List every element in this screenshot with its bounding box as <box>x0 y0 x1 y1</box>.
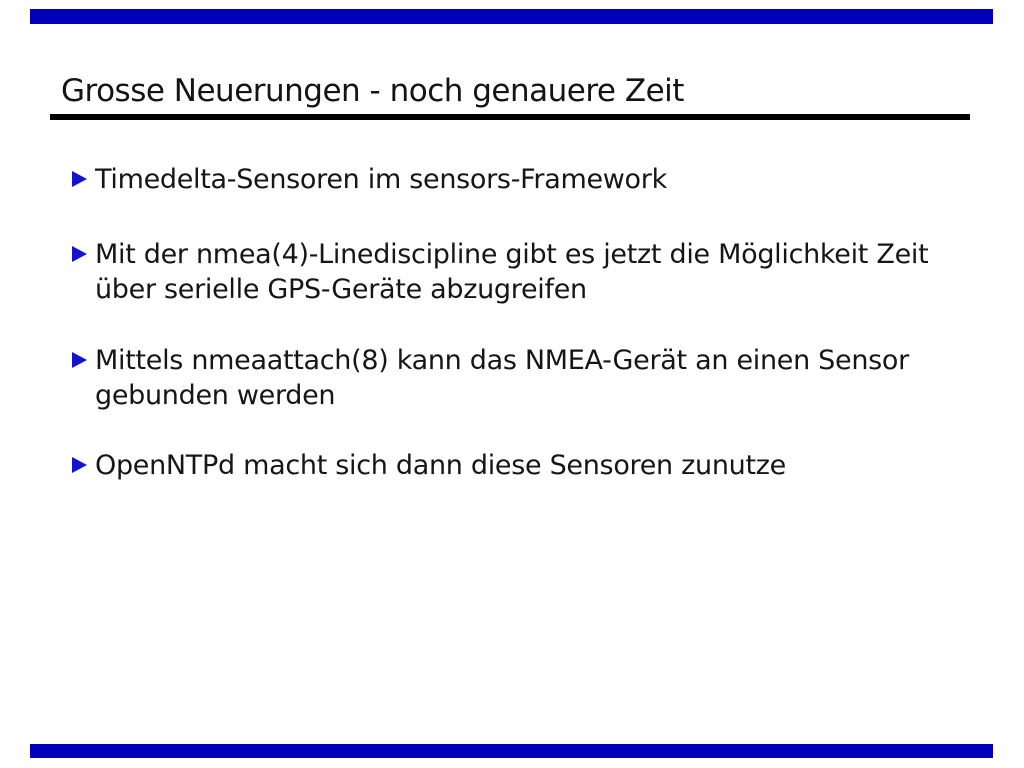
bullet-line: gebunden werden <box>95 380 336 411</box>
bullet-item-timedelta <box>72 162 667 197</box>
bullet-triangle-icon <box>72 171 87 187</box>
bullet-text <box>95 237 928 307</box>
bottom-accent-bar <box>30 744 993 758</box>
bullet-triangle-icon <box>72 352 87 368</box>
bullet-text <box>95 162 667 197</box>
bullet-item-openntpd <box>72 448 786 483</box>
slide-title: Grosse Neuerungen - noch genauere Zeit <box>61 73 684 109</box>
bullet-line: OpenNTPd macht sich dann diese Sensoren zunutze <box>95 450 786 481</box>
bullet-line: Timedelta-Sensoren im sensors-Framework <box>95 164 667 195</box>
bullet-text <box>95 448 786 483</box>
bullet-triangle-icon <box>72 457 87 473</box>
bullet-item-nmeaattach <box>72 343 909 413</box>
bullet-item-nmea-linediscipline <box>72 237 928 307</box>
bullet-line: Mittels nmeaattach(8) kann das NMEA-Gerät an einen Sensor <box>95 345 909 376</box>
bullet-line: Mit der nmea(4)-Linediscipline gibt es jetzt die Möglichkeit Zeit <box>95 239 929 270</box>
title-underline-rule <box>50 114 970 120</box>
top-accent-bar <box>30 9 993 24</box>
bullet-line: über serielle GPS-Geräte abzugreifen <box>95 274 587 305</box>
bullet-triangle-icon <box>72 246 87 262</box>
bullet-text <box>95 343 909 413</box>
